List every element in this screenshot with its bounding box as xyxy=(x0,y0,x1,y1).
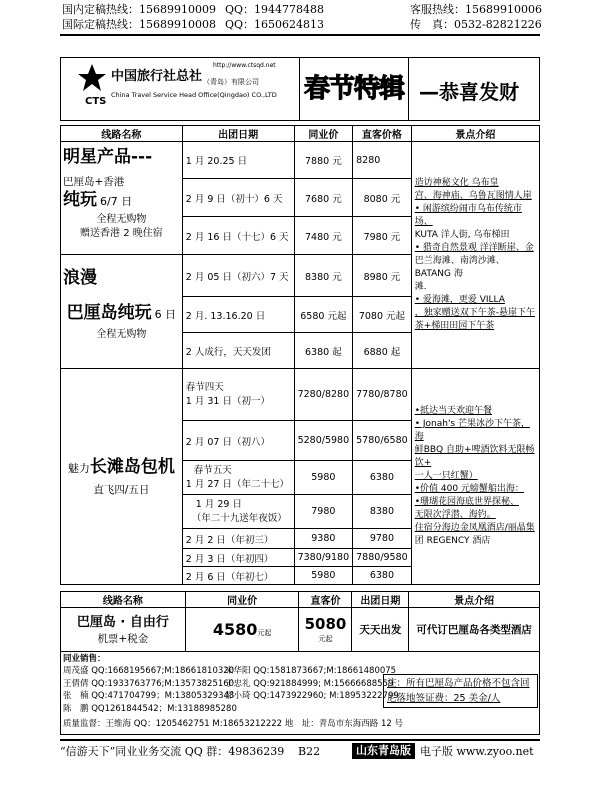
route-star-products xyxy=(61,142,183,255)
intro-line: • 爱海滩，更爱 VILLA xyxy=(414,295,505,305)
intro-line: 造访神秘文化 乌布皇 xyxy=(414,178,499,188)
intro-line: 一人一只红蟹） xyxy=(414,471,478,481)
trade-cell: 6380 起 xyxy=(294,333,353,369)
route-romantic xyxy=(61,255,183,369)
intl-hotline xyxy=(62,18,216,32)
table-row xyxy=(61,608,540,652)
intro-line: KUTA 洋人街, 乌布梯田 xyxy=(414,230,510,240)
trade-cell: 5980 xyxy=(294,567,353,585)
intro-line: 宫、海神庙、乌鲁瓦图情人崖 xyxy=(414,191,532,201)
date-line: （年二十九送年夜饭） xyxy=(191,512,287,524)
logo-abbr: CTS xyxy=(85,96,107,107)
date-cell xyxy=(182,495,294,529)
date-line: 1 月 29 日 xyxy=(195,498,242,510)
route-note: 全程无购物 xyxy=(96,329,147,340)
intro-line: 茶+梯田田园下午茶 xyxy=(414,321,495,331)
route-boracay xyxy=(61,369,183,585)
trade-price: 4580 xyxy=(212,620,258,639)
banner-slogan: —恭喜发财 xyxy=(419,80,519,104)
intro-line: 鲜BBQ 自助+啤酒饮料无限畅饮+ xyxy=(414,445,535,468)
date-cell: 2 人成行，天天发团 xyxy=(182,333,294,369)
banner-title: 春节特辑 xyxy=(303,74,404,104)
table-row xyxy=(61,369,540,421)
intro-line: 团 REGENCY 酒店 xyxy=(414,536,491,546)
intl-qq: QQ：1650624813 xyxy=(225,18,325,31)
logo-en: China Travel Service Head Office(Qingdao) CO.,LTD xyxy=(111,91,277,99)
route-pure-small: 6/7 日 xyxy=(100,195,133,208)
intro-cell: 可代订巴厘岛各类型酒店 xyxy=(409,608,540,652)
route-cell xyxy=(61,608,186,652)
trade-cell: 5280/5980 xyxy=(294,421,353,461)
direct-cell: 8080 元 xyxy=(353,179,412,217)
date-cell: 2 月 6 日（年初七） xyxy=(182,567,294,585)
trade-cell: 7880 元 xyxy=(294,142,353,179)
direct-cell: 7880/9580 xyxy=(353,549,412,567)
sales-contact: 张 楠 QQ:471704799；M:13805329343 xyxy=(63,691,235,701)
sales-contact: 陈 鹏 QQ1261844542；M:13188985280 xyxy=(63,703,237,714)
intro-line: • 猎奇自然景观 洋洋断崖、金 xyxy=(414,243,534,253)
direct-cell: 7080 元起 xyxy=(353,297,412,333)
date-line: 春节五天 xyxy=(193,464,232,476)
route-pure-big: 纯玩 xyxy=(63,190,97,210)
direct-unit: 元起 xyxy=(318,635,333,643)
route-note: 直飞四/五日 xyxy=(93,484,150,496)
date-cell: 2 月 07 日（初八） xyxy=(182,421,294,461)
direct-cell: 6380 xyxy=(353,461,412,495)
trade-cell: 7280/8280 xyxy=(294,369,353,421)
route-pure-big: 巴厘岛纯玩 xyxy=(66,303,152,323)
footer-page: B22 xyxy=(298,745,321,758)
direct-cell: 8380 xyxy=(353,495,412,529)
header-trade-price: 同业价 xyxy=(185,592,299,608)
footer-edition: 电子版 www.zyoo.net xyxy=(420,745,534,758)
direct-cell: 6380 xyxy=(353,567,412,585)
header-route: 线路名称 xyxy=(61,126,183,142)
direct-cell: 7780/8780 xyxy=(353,369,412,421)
sales-contact: 王倩倩 QQ:1933763776;M:13573825160 xyxy=(63,678,235,689)
date-cell: 2 月 05 日（初六）7 天 xyxy=(182,255,294,297)
header-direct-price: 直客价格 xyxy=(353,126,412,142)
date-cell: 1 月 20.25 日 xyxy=(182,142,294,179)
logo-url: http://www.ctsqd.net xyxy=(213,62,276,69)
direct-cell xyxy=(299,608,352,652)
bali-intro xyxy=(411,142,539,369)
domestic-phone: 15689910009 xyxy=(139,3,216,16)
direct-cell: 6880 起 xyxy=(353,333,412,369)
footer-qq-group: “信游天下”同业业务交流 QQ 群：49836239 xyxy=(60,745,285,758)
intro-line: •价值 400 元螃蟹船出海： xyxy=(414,484,524,494)
route-line: 巴厘岛+香港 xyxy=(63,176,125,188)
sales-contact: 周茂盛 QQ:1668195667;M:18661810320 xyxy=(63,666,235,676)
route-name: 巴厘岛 · 自由行 xyxy=(76,614,169,630)
note-line: 尼落地签证费：25 美金/人 xyxy=(387,693,501,704)
route-pure-small: 6 日 xyxy=(154,308,177,321)
visa-note xyxy=(383,674,538,708)
route-note: 全程无购物 xyxy=(96,214,147,225)
direct-cell: 5780/6580 xyxy=(353,421,412,461)
route-title: 明星产品--- xyxy=(63,147,153,167)
star-logo-icon xyxy=(77,63,107,93)
quality-supervisor: 质量监督：王维海 QQ：1205462751 M:18653212222 地 址：青岛市东海西路 12 号 xyxy=(63,719,403,729)
intl-phone: 15689910008 xyxy=(139,18,216,31)
service-hotline xyxy=(410,3,542,17)
route-gift: 赠送香港 2 晚住宿 xyxy=(80,228,163,239)
boracay-intro xyxy=(411,369,539,585)
banner xyxy=(60,57,540,121)
title-box xyxy=(299,58,409,120)
trade-cell xyxy=(185,608,299,652)
intro-line: • 闲游缤纷闹市乌布传统市场、 xyxy=(414,204,522,227)
date-line: 1 月 31 日（初一） xyxy=(185,395,270,407)
date-cell: 天天出发 xyxy=(352,608,409,652)
fax-label: 传 真： xyxy=(410,18,454,31)
date-cell: 2 月 16 日（十七）6 天 xyxy=(182,217,294,255)
intro-line: 无限次浮潜、海钓。 xyxy=(414,510,496,520)
direct-cell: 9780 xyxy=(353,529,412,549)
sales-right xyxy=(225,665,399,703)
header-date: 出团日期 xyxy=(182,126,294,142)
trade-cell: 7680 元 xyxy=(294,179,353,217)
route-title: 浪漫 xyxy=(63,268,97,288)
date-cell: 2 月 2 日（年初三） xyxy=(182,529,294,549)
cts-logo xyxy=(63,59,299,119)
service-label: 客服热线： xyxy=(410,3,465,16)
date-line: 春节四天 xyxy=(185,381,224,393)
intro-line: •抵达当天欢迎午餐 xyxy=(414,406,493,416)
route-pure xyxy=(63,301,180,328)
table-header xyxy=(61,126,540,142)
date-line: 1 月 27 日（年二十七） xyxy=(185,478,289,490)
logo-city: （青岛）有限公司 xyxy=(203,78,259,86)
domestic-label: 国内定稿热线： xyxy=(62,3,139,16)
sales-left xyxy=(63,665,237,715)
direct-price: 5080 xyxy=(304,615,347,633)
date-cell: 2 月 9 日（初十）6 天 xyxy=(182,179,294,217)
date-cell xyxy=(182,369,294,421)
sales-contact: 于忠礼 QQ:921884999; M:15666688559 xyxy=(225,678,394,689)
service-phone: 15689910006 xyxy=(465,3,542,16)
tour-table xyxy=(60,125,540,585)
direct-cell: 8280 xyxy=(353,142,412,179)
trade-cell: 9380 xyxy=(294,529,353,549)
domestic-qq: QQ：1944778488 xyxy=(225,3,325,16)
route-prefix: 魅力 xyxy=(67,462,90,475)
direct-cell: 7980 元 xyxy=(353,217,412,255)
route-pure xyxy=(63,190,180,213)
intl-label: 国际定稿热线： xyxy=(62,18,139,31)
date-cell xyxy=(182,461,294,495)
sales-contact: 郝小琦 QQ:1473922960; M:18953222799 xyxy=(225,691,399,701)
footer-paper: 山东青岛版 xyxy=(352,743,415,759)
trade-cell: 7980 xyxy=(294,495,353,529)
route-title: 长滩岛包机 xyxy=(89,457,175,477)
header-date: 出团日期 xyxy=(352,592,409,608)
intro-line: • Jonah's 芒果冰沙下午茶，海 xyxy=(414,419,530,442)
intro-line: 住宿分海边金凤凰酒店/丽晶集 xyxy=(414,523,535,533)
header-intro: 景点介绍 xyxy=(411,126,539,142)
intro-line: 巴兰海滩、南湾沙滩、BATANG 海 xyxy=(414,256,505,279)
fax xyxy=(410,18,542,32)
trade-cell: 8380 元 xyxy=(294,255,353,297)
route-sub: 机票+税金 xyxy=(97,632,149,645)
logo-cn: 中国旅行社总社 xyxy=(111,69,203,84)
trade-cell: 6580 元起 xyxy=(294,297,353,333)
header-route: 线路名称 xyxy=(61,592,186,608)
trade-cell: 7380/9180 xyxy=(294,549,353,567)
direct-cell: 8980 元 xyxy=(353,255,412,297)
table-row xyxy=(61,142,540,179)
header-direct-price: 直客价 xyxy=(299,592,352,608)
date-cell: 2 月 3 日（年初四） xyxy=(182,549,294,567)
header-trade-price: 同业价 xyxy=(294,126,353,142)
sales-title: 同业销售： xyxy=(63,654,106,664)
free-travel-table xyxy=(60,591,540,652)
trade-cell: 5980 xyxy=(294,461,353,495)
intro-line: •珊瑚花园海底世界探秘、 xyxy=(414,497,520,507)
trade-cell: 7480 元 xyxy=(294,217,353,255)
table-header xyxy=(61,592,540,608)
note-line: 注：所有巴厘岛产品价格不包含回 xyxy=(387,678,530,689)
footer-divider xyxy=(60,739,540,741)
fax-number: 0532-82821226 xyxy=(454,18,542,31)
header-divider xyxy=(60,34,540,36)
intro-line: 滩. xyxy=(414,282,427,292)
trade-unit: 元起 xyxy=(257,629,272,637)
sales-contact: 宋华阳 QQ:1581873667;M:18661480075 xyxy=(225,666,397,676)
date-cell: 2 月. 13.16.20 日 xyxy=(182,297,294,333)
sales-section xyxy=(60,651,540,735)
header-intro: 景点介绍 xyxy=(409,592,540,608)
domestic-hotline xyxy=(62,3,216,17)
route-boracay-title xyxy=(63,455,180,482)
intro-line: ，独家赠送双下午茶-悬崖下午 xyxy=(414,308,535,318)
